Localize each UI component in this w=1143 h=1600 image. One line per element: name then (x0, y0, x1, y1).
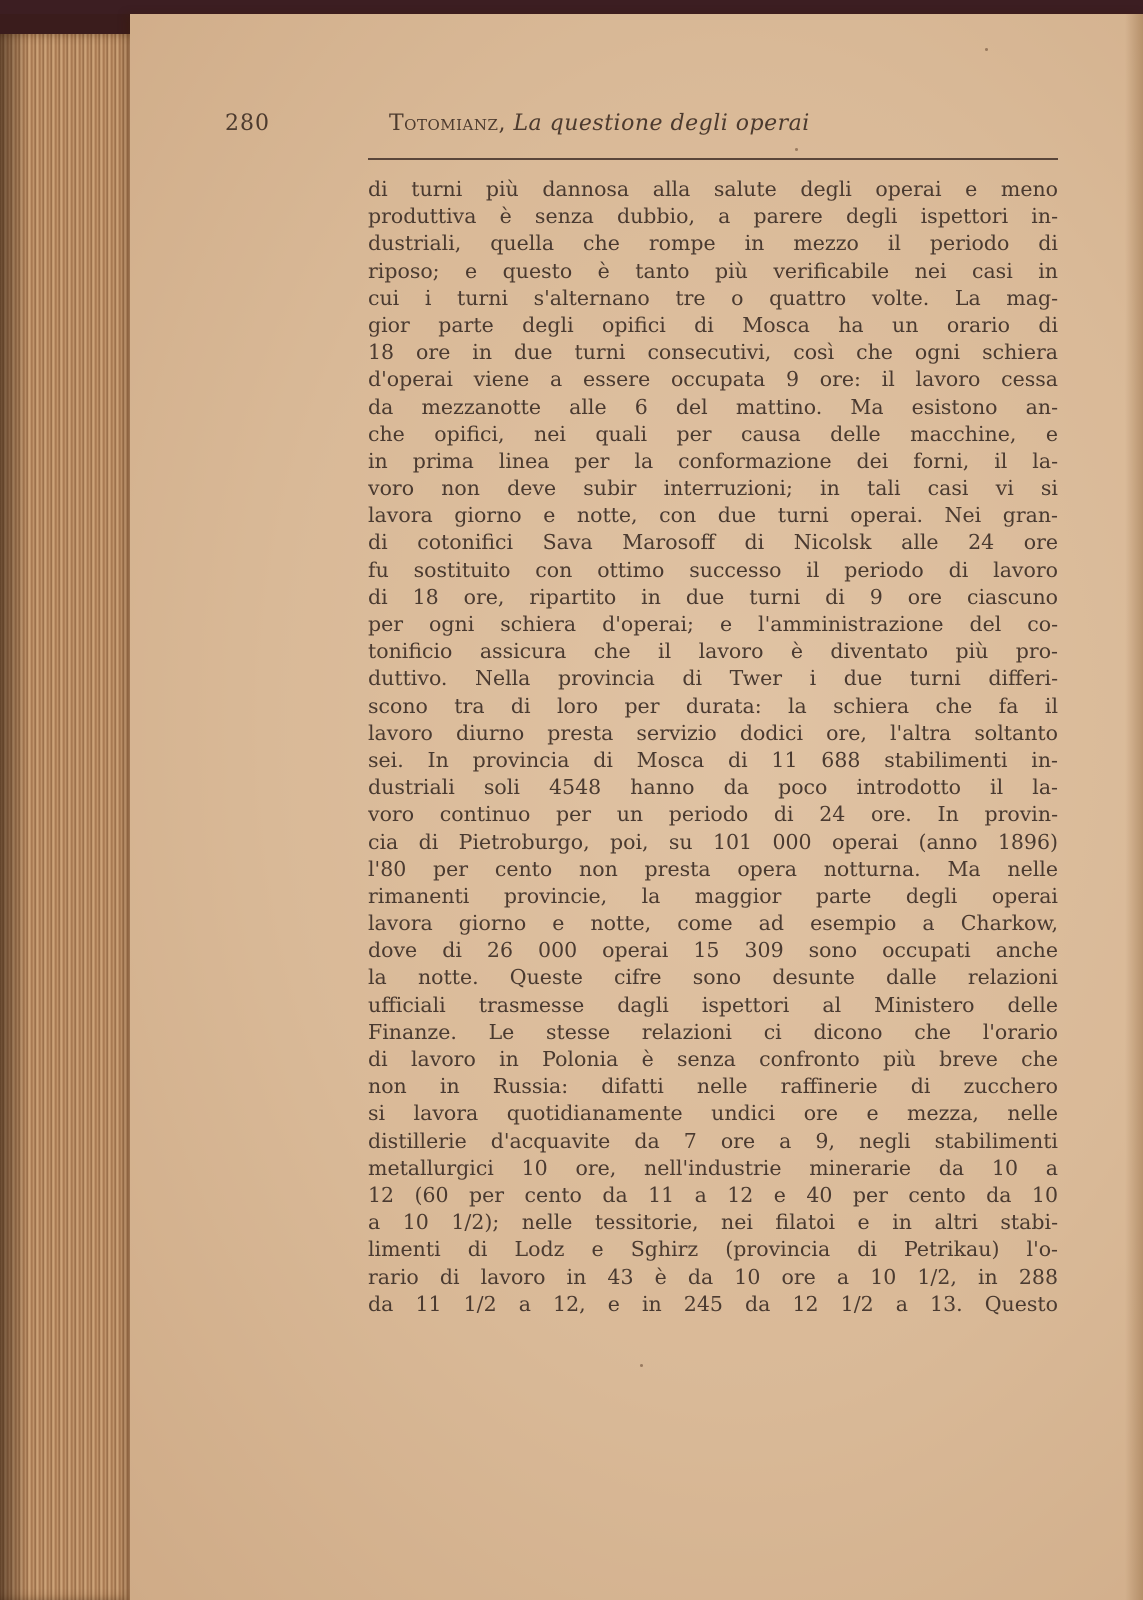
text-line: per ogni schiera d'operai; e l'amministrazione del co- (368, 612, 1058, 636)
text-line: rario di lavoro in 43 è da 10 ore a 10 1/2, in 288 (368, 1264, 1058, 1289)
running-head-title: La questione degli operai (513, 111, 810, 136)
text-line: riposo; e questo è tanto più verificabile nei casi in (368, 258, 1058, 283)
text-line: dustriali, quella che rompe in mezzo il periodo di (368, 231, 1058, 256)
text-line: duttivo. Nella provincia di Twer i due turni differi- (368, 666, 1058, 691)
text-line: voro non deve subir interruzioni; in tali casi vi si (368, 476, 1058, 501)
text-line: sei. In provincia di Mosca di 11 688 stabilimenti in- (368, 747, 1058, 772)
text-line: tonificio assicura che il lavoro è diventato più pro- (368, 639, 1058, 664)
page-header (210, 1, 933, 151)
text-line: gior parte degli opifici di Mosca ha un orario di (368, 312, 1058, 337)
paper-speck (795, 148, 798, 151)
text-line: cui i turni s'alternano tre o quattro volte. La mag- (368, 285, 1058, 310)
text-line: a 10 1/2); nelle tessitorie, nei filatoi e in altri stabi- (368, 1210, 1058, 1235)
paper-speck (640, 1364, 643, 1367)
text-line: di 18 ore, ripartito in due turni di 9 ore ciascuno (368, 584, 1058, 609)
book-page-edges (0, 34, 150, 1600)
text-line: lavoro diurno presta servizio dodici ore, l'altra soltanto (368, 720, 1058, 745)
page-number: 280 (225, 111, 270, 136)
text-line: 18 ore in due turni consecutivi, così che ogni schiera (368, 340, 1058, 365)
body-text (368, 176, 1058, 1318)
text-line: rimanenti provincie, la maggior parte degli operai (368, 883, 1058, 908)
text-line: da 11 1/2 a 12, e in 245 da 12 1/2 a 13. Questo (368, 1291, 1058, 1316)
paper-speck (985, 48, 988, 51)
text-line: la notte. Queste cifre sono desunte dalle relazioni (368, 965, 1058, 990)
text-line: in prima linea per la conformazione dei forni, il la- (368, 448, 1058, 473)
text-line: d'operai viene a essere occupata 9 ore: il lavoro cessa (368, 367, 1058, 392)
text-line: distillerie d'acquavite da 7 ore a 9, negli stabilimenti (368, 1128, 1058, 1153)
text-line: l'80 per cento non presta opera notturna. Ma nelle (368, 856, 1058, 881)
running-head (389, 111, 810, 136)
text-line: dove di 26 000 operai 15 309 sono occupati anche (368, 938, 1058, 963)
text-line: che opifici, nei quali per causa delle macchine, e (368, 421, 1058, 446)
text-line: Finanze. Le stesse relazioni ci dicono che l'orario (368, 1019, 1058, 1044)
text-line: limenti di Lodz e Sghirz (provincia di Petrikau) l'o- (368, 1237, 1058, 1262)
running-head-author: Totomianz (389, 111, 499, 136)
text-line: metallurgici 10 ore, nell'industrie minerarie da 10 a (368, 1155, 1058, 1180)
text-line: ufficiali trasmesse dagli ispettori al Ministero delle (368, 992, 1058, 1017)
text-line: di turni più dannosa alla salute degli operai e meno (368, 177, 1058, 201)
text-line: produttiva è senza dubbio, a parere degli ispettori in- (368, 204, 1058, 229)
header-rule (368, 158, 1058, 160)
text-line: non in Russia: difatti nelle raffinerie di zucchero (368, 1074, 1058, 1099)
text-line: 12 (60 per cento da 11 a 12 e 40 per cento da 10 (368, 1182, 1058, 1207)
text-line: si lavora quotidianamente undici ore e mezza, nelle (368, 1101, 1058, 1126)
page-right-edge (1125, 14, 1143, 1600)
text-line: cia di Pietroburgo, poi, su 101 000 operai (anno 1896) (368, 829, 1058, 854)
running-head-separator: , (498, 111, 514, 136)
text-line: di cotonifici Sava Marosoff di Nicolsk alle 24 ore (368, 530, 1058, 555)
text-line: dustriali soli 4548 hanno da poco introdotto il la- (368, 775, 1058, 800)
text-line: da mezzanotte alle 6 del mattino. Ma esistono an- (368, 394, 1058, 419)
text-line: lavora giorno e notte, come ad esempio a Charkow, (368, 911, 1058, 936)
text-line: fu sostituito con ottimo successo il periodo di lavoro (368, 557, 1058, 582)
text-line: scono tra di loro per durata: la schiera che fa il (368, 693, 1058, 718)
text-line: voro continuo per un periodo di 24 ore. In provin- (368, 802, 1058, 827)
text-line: di lavoro in Polonia è senza confronto più breve che (368, 1047, 1058, 1071)
text-line: lavora giorno e notte, con due turni operai. Nei gran- (368, 503, 1058, 528)
